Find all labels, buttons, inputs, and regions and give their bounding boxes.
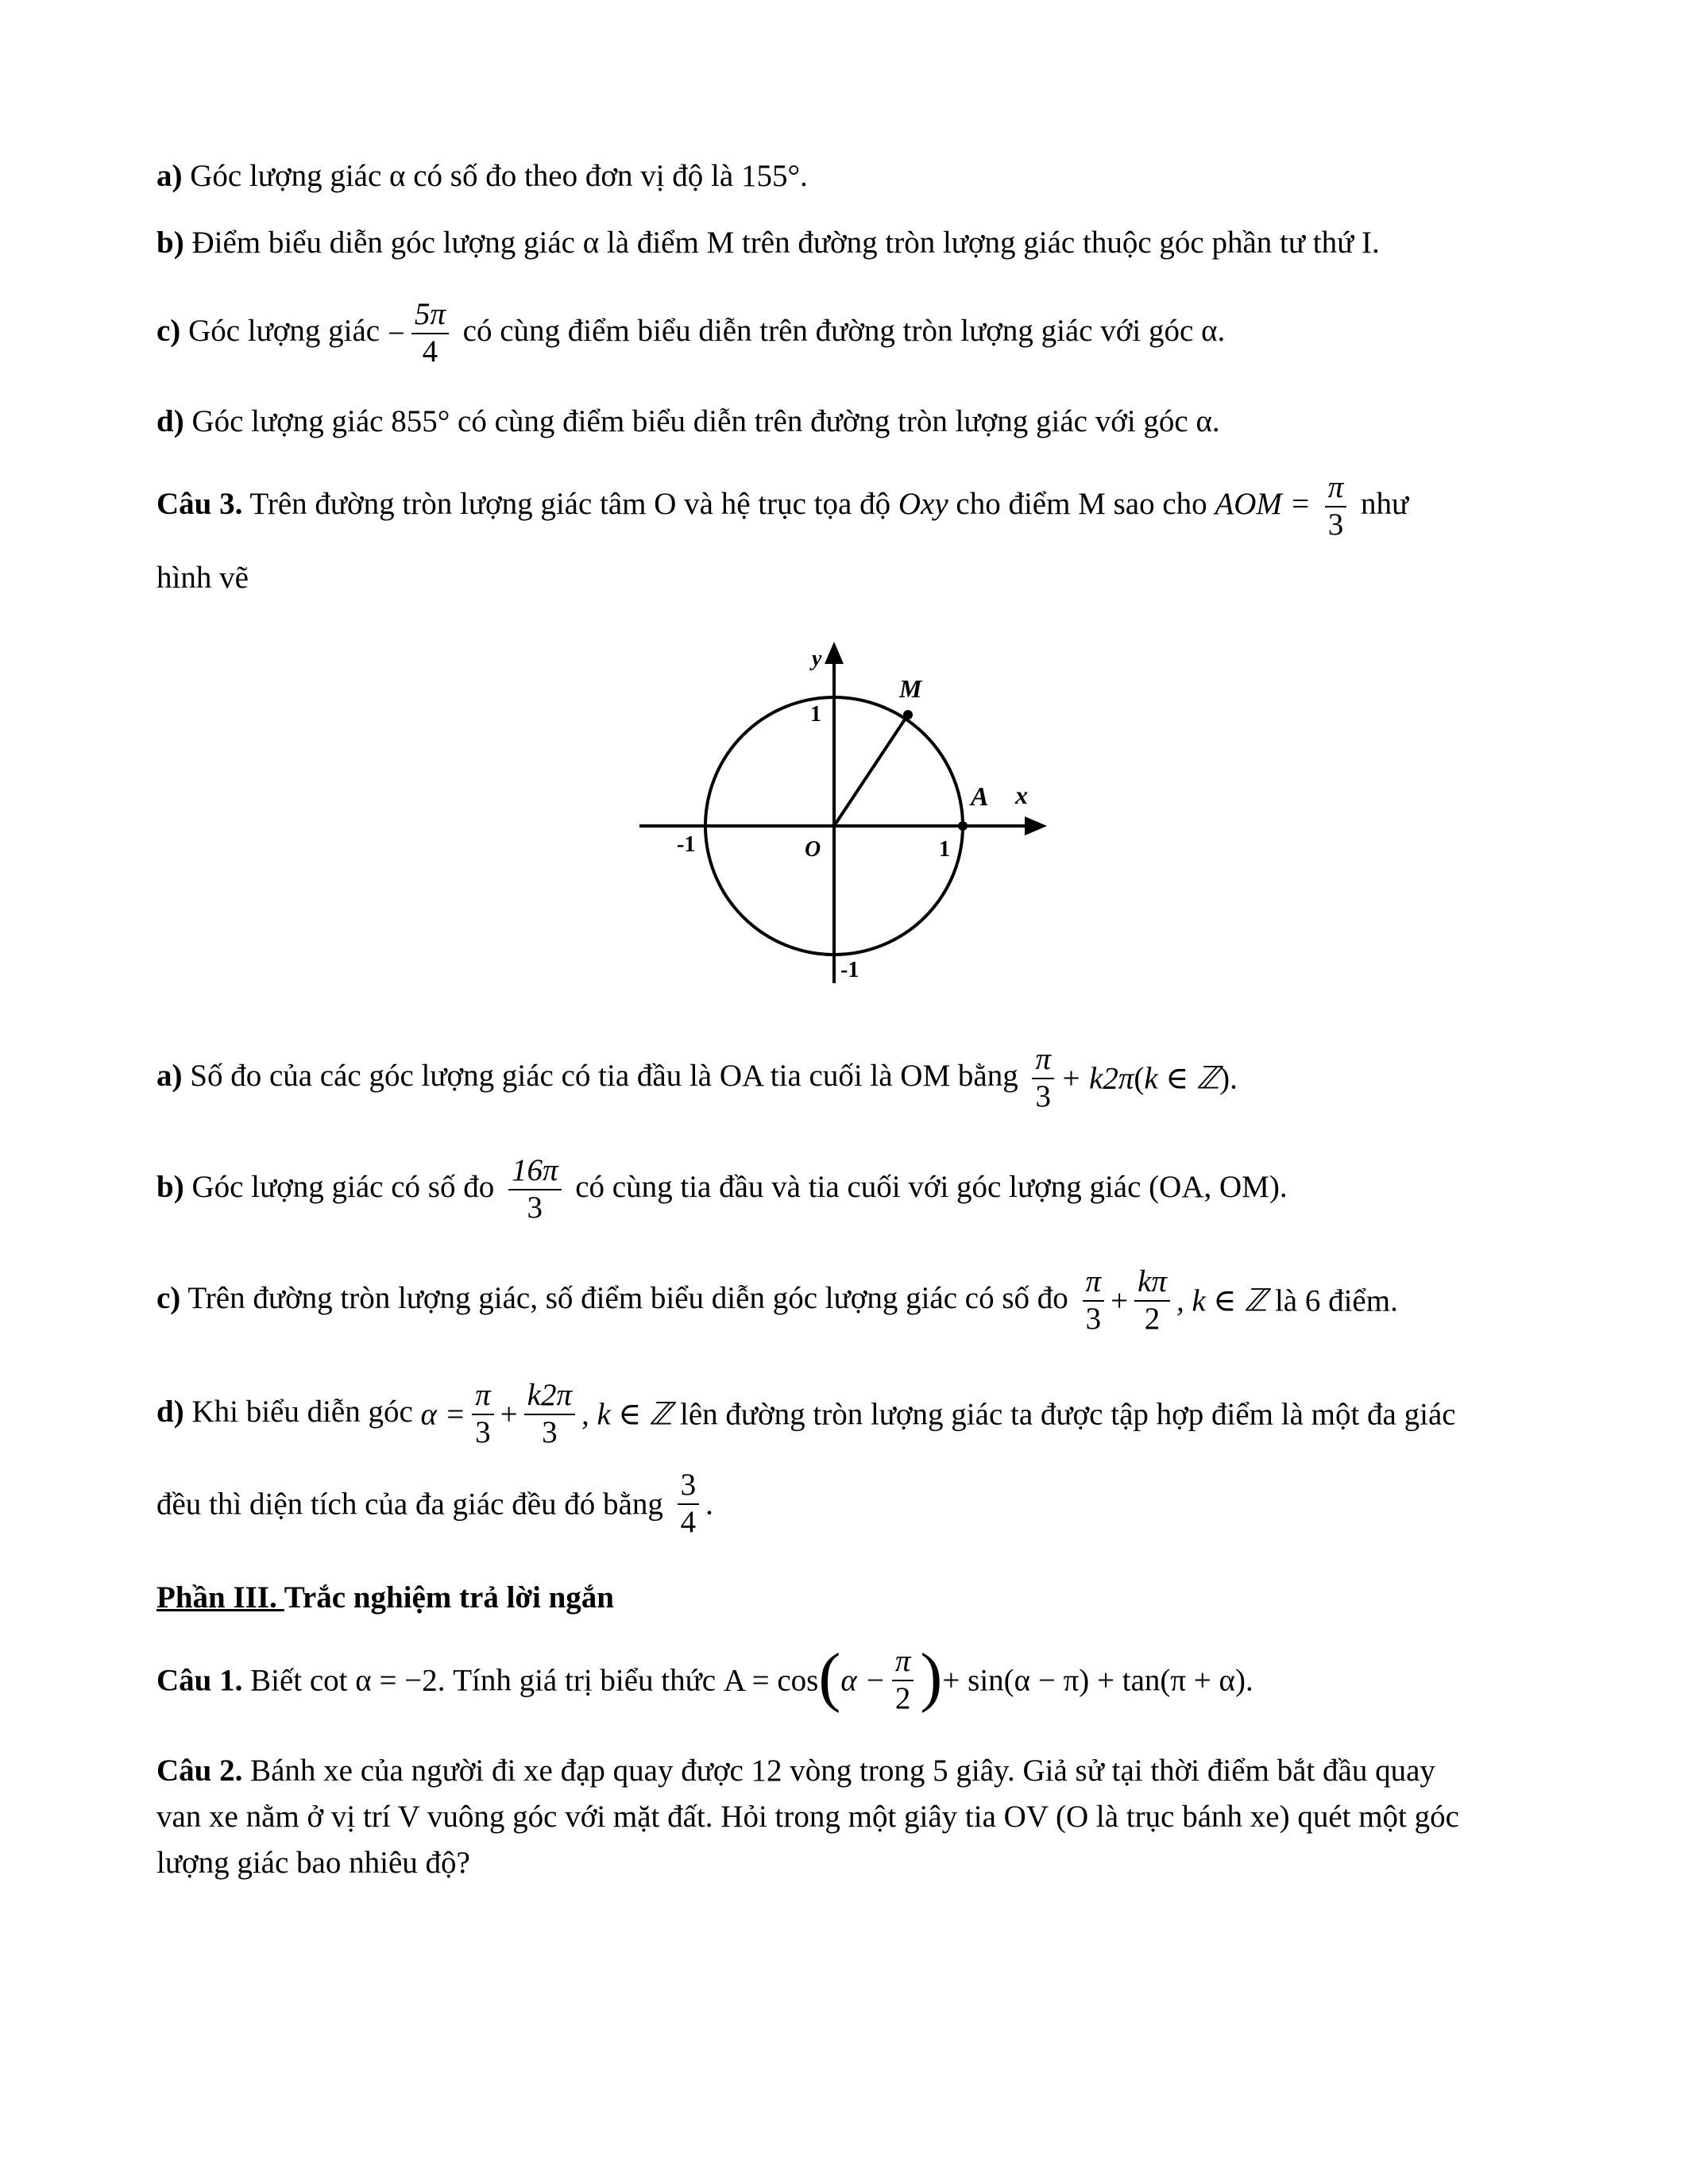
option-label: d) [156, 1394, 184, 1429]
option-text: Góc lượng giác 855° có cùng điểm biểu diễn trên đường tròn lượng giác với góc α. [183, 404, 1220, 438]
option-text: Số đo của các góc lượng giác có tia đầu là OA tia cuối là OM bằng [182, 1058, 1018, 1093]
fraction [1134, 1264, 1170, 1337]
math-set: k ∈ ℤ [1144, 1061, 1220, 1096]
math-expression: A = cos [723, 1663, 819, 1698]
question-text: van xe nằm ở vị trí V vuông góc với mặt đất. Hỏi trong một giây tia OV (O là trục bánh xe) quét một góc [156, 1800, 1459, 1834]
option-text: là 6 điểm. [1274, 1283, 1398, 1318]
math-expression: cot α = −2 [309, 1663, 438, 1698]
fraction-numerator: π [1325, 470, 1347, 507]
option-text: Khi biểu diễn góc [183, 1394, 413, 1429]
fraction-numerator: π [1032, 1042, 1054, 1079]
option-label: d) [156, 404, 184, 438]
option-text: Góc lượng giác có số đo [183, 1169, 495, 1204]
fraction-numerator: 5π [411, 297, 449, 334]
part3-question-1 [156, 1639, 1253, 1717]
fraction [1032, 1042, 1054, 1115]
option-text: đều thì diện tích của đa giác đều đó bằng [156, 1487, 663, 1522]
fraction-numerator: 16π [508, 1153, 562, 1190]
fraction [472, 1378, 494, 1451]
option-text: lên đường tròn lượng giác ta được tập hợp điểm là một đa giác [679, 1397, 1456, 1432]
option-text: . [705, 1487, 713, 1522]
option-label: c) [156, 313, 181, 348]
fraction-denominator: 2 [1144, 1301, 1161, 1336]
math-set: , k ∈ ℤ [1176, 1283, 1268, 1318]
option-label: c) [156, 1280, 181, 1315]
point-a-dot [958, 821, 968, 831]
question-label: Câu 3. [156, 486, 243, 521]
option-label: a) [156, 159, 183, 193]
math-oxy: Oxy [898, 486, 948, 521]
fraction-denominator: 3 [1327, 507, 1344, 542]
option-c [156, 297, 1225, 370]
fraction [524, 1378, 575, 1451]
question-text: cho điểm M sao cho [948, 486, 1215, 521]
y-axis-label: y [812, 646, 822, 671]
tick-y-bottom: -1 [840, 958, 859, 982]
question-text: . [1245, 1663, 1253, 1698]
option-b [156, 227, 1380, 258]
option-a [156, 160, 808, 191]
x-axis-label: x [1015, 781, 1028, 809]
math-paren: ( [818, 1639, 841, 1714]
math-plus: + [500, 1397, 518, 1432]
point-a-label: A [971, 782, 989, 812]
fraction [1083, 1264, 1105, 1337]
point-m-label: M [899, 674, 922, 703]
section-heading [156, 1582, 614, 1613]
option-text: Góc lượng giác [180, 313, 388, 348]
q3-option-d-continuation [156, 1468, 713, 1541]
question-text: Biết [242, 1663, 310, 1698]
question-text: như [1353, 486, 1409, 521]
question-text: . Tính giá trị biểu thức [437, 1663, 724, 1698]
origin-label: O [805, 837, 821, 862]
fraction-denominator: 3 [475, 1414, 491, 1449]
fraction [678, 1468, 700, 1541]
tick-x-left: -1 [677, 832, 696, 857]
option-text: . [1230, 1061, 1238, 1096]
fraction [1325, 470, 1347, 543]
question-3 [156, 470, 1408, 543]
fraction-denominator: 3 [1085, 1301, 1102, 1336]
math-set: , k ∈ ℤ [581, 1397, 673, 1432]
fraction [508, 1153, 562, 1226]
tick-y-top: 1 [810, 702, 821, 727]
fraction-numerator: π [892, 1644, 914, 1681]
section-heading-title: Trắc nghiệm trả lời ngắn [284, 1580, 614, 1615]
x-axis-arrow-icon [1025, 816, 1047, 835]
question-label: Câu 2. [156, 1754, 243, 1788]
option-label: b) [156, 1169, 184, 1204]
option-text: Góc lượng giác α có số đo theo đơn vị độ là 155°. [182, 159, 808, 193]
math-angle: AOM = [1215, 486, 1311, 521]
math-alpha: α − [840, 1663, 886, 1698]
fraction-numerator: π [1083, 1264, 1105, 1302]
math-minus: − [387, 316, 405, 351]
fraction-denominator: 4 [680, 1504, 697, 1539]
q3-option-b [156, 1153, 1288, 1226]
question-text: hình vẽ [156, 561, 249, 595]
fraction-denominator: 2 [894, 1680, 911, 1715]
question-3-continuation [156, 562, 249, 593]
math-plus: + [1111, 1283, 1129, 1318]
math-expression: + sin(α − π) + tan(π + α) [942, 1663, 1246, 1698]
fraction-numerator: 3 [678, 1468, 700, 1505]
math-paren: ) [1219, 1061, 1230, 1096]
part3-question-2 [156, 1755, 1435, 1786]
section-heading-part: Phần III. [156, 1580, 284, 1615]
question-text: lượng giác bao nhiêu độ? [156, 1846, 470, 1880]
y-axis-arrow-icon [825, 642, 844, 664]
option-d [156, 406, 1220, 437]
fraction-numerator: kπ [1134, 1264, 1170, 1302]
math-expression: + k2π [1060, 1061, 1134, 1096]
question-text: Bánh xe của người đi xe đạp quay được 12 vòng trong 5 giây. Giả sử tại thời điểm bắt đầu quay [242, 1754, 1435, 1788]
unit-circle-figure [635, 635, 1056, 1001]
q3-option-c [156, 1264, 1398, 1337]
fraction-denominator: 3 [542, 1414, 558, 1449]
part3-question-2-line3 [156, 1847, 470, 1878]
option-label: a) [156, 1058, 183, 1093]
q3-option-a [156, 1042, 1238, 1115]
q3-option-d [156, 1378, 1456, 1451]
fraction [411, 297, 449, 370]
fraction-denominator: 3 [1035, 1078, 1051, 1113]
option-text: có cùng điểm biểu diễn trên đường tròn lượng giác với góc α. [462, 313, 1226, 348]
math-alpha: α = [420, 1397, 466, 1432]
option-text: Trên đường tròn lượng giác, số điểm biểu diễn góc lượng giác có số đo [180, 1280, 1068, 1315]
option-label: b) [156, 226, 184, 260]
point-m-dot [903, 710, 913, 720]
part3-question-2-line2 [156, 1801, 1459, 1832]
fraction-numerator: π [472, 1378, 494, 1415]
fraction-denominator: 3 [527, 1190, 543, 1225]
tick-x-right: 1 [939, 837, 950, 862]
fraction-denominator: 4 [422, 334, 438, 369]
option-text: Điểm biểu diễn góc lượng giác α là điểm M trên đường tròn lượng giác thuộc góc phần tư thứ I. [183, 226, 1380, 260]
option-text: có cùng tia đầu và tia cuối với góc lượng giác (OA, OM). [575, 1169, 1288, 1204]
segment-om [834, 715, 908, 826]
question-text: Trên đường tròn lượng giác tâm O và hệ trục tọa độ [242, 486, 898, 521]
fraction [892, 1644, 914, 1717]
math-paren: ) [920, 1639, 943, 1714]
fraction-numerator: k2π [524, 1378, 575, 1415]
math-paren: ( [1134, 1061, 1145, 1096]
question-label: Câu 1. [156, 1663, 243, 1698]
